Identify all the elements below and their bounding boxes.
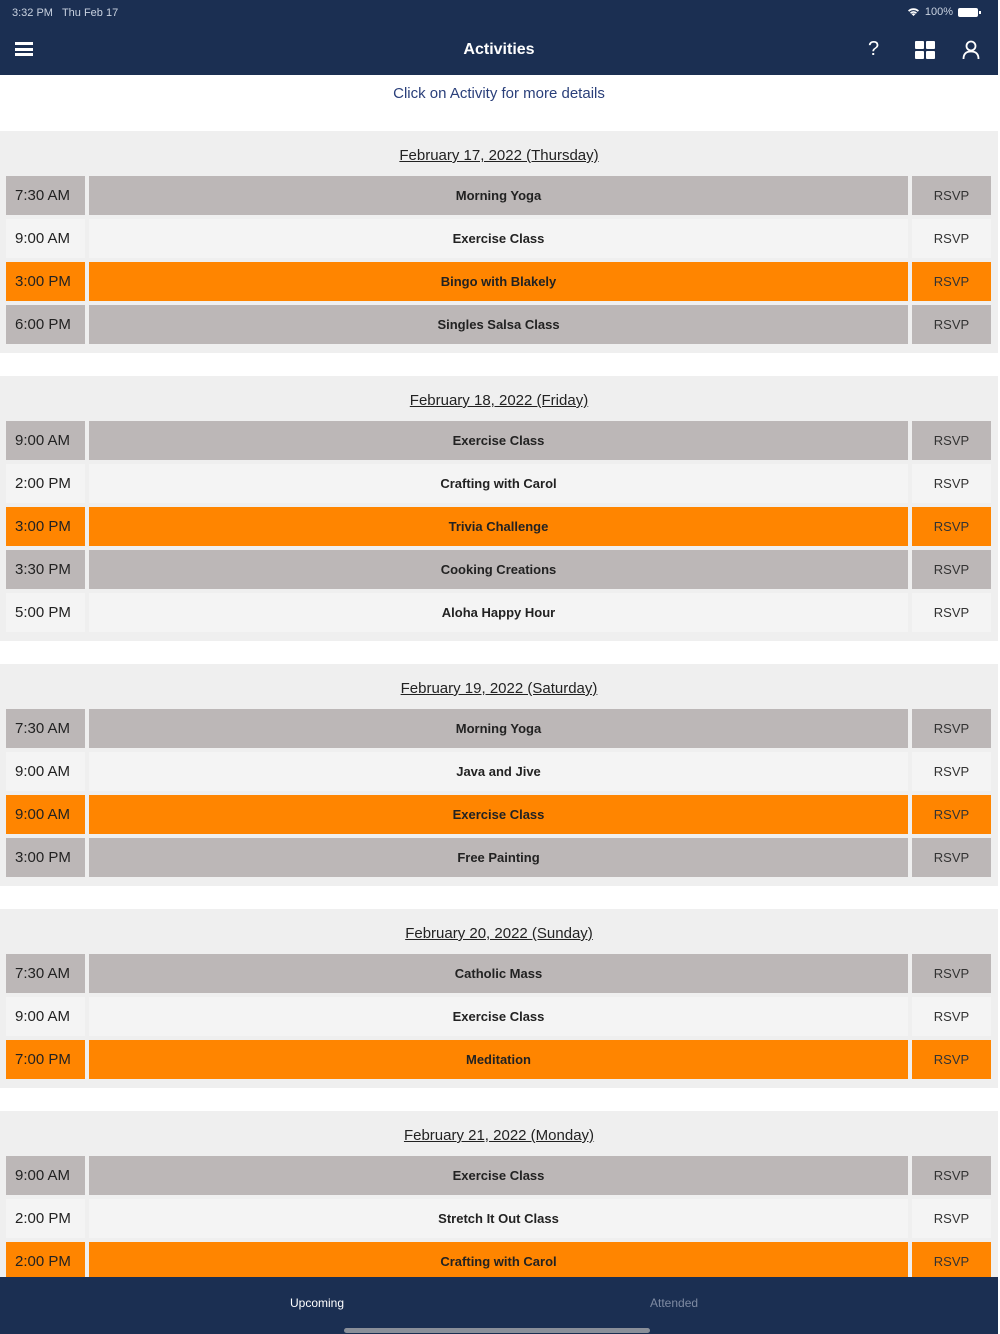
status-time: 3:32 PM [12, 7, 53, 19]
activity-name[interactable]: Java and Jive [89, 752, 908, 791]
activity-time: 3:00 PM [6, 262, 85, 301]
activity-row[interactable] [6, 421, 991, 460]
status-bar-time [12, 7, 118, 19]
rsvp-button[interactable]: RSVP [912, 954, 991, 993]
rsvp-button[interactable]: RSVP [912, 507, 991, 546]
page-title: Activities [463, 41, 535, 58]
activity-row[interactable] [6, 709, 991, 748]
tab-attended[interactable]: Attended [650, 1296, 699, 1310]
activity-time: 9:00 AM [6, 421, 85, 460]
activity-row[interactable] [6, 219, 991, 258]
activity-row[interactable] [6, 550, 991, 589]
activity-name[interactable]: Crafting with Carol [89, 1242, 908, 1281]
day-header-link[interactable]: February 18, 2022 (Friday) [409, 392, 589, 409]
user-icon[interactable] [962, 40, 980, 60]
activity-name[interactable]: Cooking Creations [89, 550, 908, 589]
rsvp-button[interactable]: RSVP [912, 550, 991, 589]
activity-row[interactable] [6, 795, 991, 834]
activity-time: 9:00 AM [6, 997, 85, 1036]
activity-name[interactable]: Exercise Class [89, 219, 908, 258]
rsvp-button[interactable]: RSVP [912, 421, 991, 460]
day-section [0, 376, 998, 641]
activity-name[interactable]: Meditation [89, 1040, 908, 1079]
question-icon[interactable]: ? [868, 38, 880, 60]
rsvp-button[interactable]: RSVP [912, 1199, 991, 1238]
activity-row[interactable] [6, 1199, 991, 1238]
tab-upcoming[interactable]: Upcoming [290, 1296, 345, 1310]
activity-time: 7:30 AM [6, 176, 85, 215]
activity-list[interactable] [0, 131, 998, 1277]
activity-name[interactable]: Exercise Class [89, 997, 908, 1036]
battery-icon [958, 8, 978, 17]
day-header-link[interactable]: February 17, 2022 (Thursday) [399, 147, 599, 164]
day-header [0, 376, 998, 421]
activity-row[interactable] [6, 838, 991, 877]
activity-name[interactable]: Morning Yoga [89, 176, 908, 215]
activity-row[interactable] [6, 954, 991, 993]
day-header [0, 664, 998, 709]
activity-time: 3:00 PM [6, 838, 85, 877]
activity-time: 9:00 AM [6, 752, 85, 791]
rsvp-button[interactable]: RSVP [912, 305, 991, 344]
activity-row[interactable] [6, 176, 991, 215]
activity-time: 7:30 AM [6, 954, 85, 993]
rsvp-button[interactable]: RSVP [912, 709, 991, 748]
activity-time: 9:00 AM [6, 795, 85, 834]
activity-name[interactable]: Aloha Happy Hour [89, 593, 908, 632]
status-date: Thu Feb 17 [61, 7, 119, 19]
activity-name[interactable]: Trivia Challenge [89, 507, 908, 546]
activity-time: 6:00 PM [6, 305, 85, 344]
day-header-link[interactable]: February 19, 2022 (Saturday) [400, 680, 598, 697]
activity-row[interactable] [6, 262, 991, 301]
day-section [0, 131, 998, 353]
rsvp-button[interactable]: RSVP [912, 262, 991, 301]
rsvp-button[interactable]: RSVP [912, 838, 991, 877]
day-header [0, 1111, 998, 1156]
rsvp-button[interactable]: RSVP [912, 1156, 991, 1195]
activity-name[interactable]: Bingo with Blakely [89, 262, 908, 301]
activity-row[interactable] [6, 1156, 991, 1195]
status-bar-indicators [907, 6, 978, 18]
rsvp-button[interactable]: RSVP [912, 1242, 991, 1281]
activity-name[interactable]: Singles Salsa Class [89, 305, 908, 344]
day-header-link[interactable]: February 20, 2022 (Sunday) [405, 925, 593, 942]
rsvp-button[interactable]: RSVP [912, 1040, 991, 1079]
day-section [0, 664, 998, 886]
activity-name[interactable]: Crafting with Carol [89, 464, 908, 503]
rsvp-button[interactable]: RSVP [912, 997, 991, 1036]
activity-row[interactable] [6, 593, 991, 632]
activity-time: 2:00 PM [6, 464, 85, 503]
activity-row[interactable] [6, 464, 991, 503]
activity-time: 9:00 AM [6, 1156, 85, 1195]
instruction-text: Click on Activity for more details [393, 85, 605, 102]
activity-time: 3:30 PM [6, 550, 85, 589]
activity-name[interactable]: Morning Yoga [89, 709, 908, 748]
rsvp-button[interactable]: RSVP [912, 752, 991, 791]
rsvp-button[interactable]: RSVP [912, 176, 991, 215]
activity-name[interactable]: Exercise Class [89, 1156, 908, 1195]
grid-icon[interactable] [915, 41, 935, 59]
home-indicator [344, 1328, 650, 1333]
bottom-tab-bar [0, 1277, 998, 1334]
activity-name[interactable]: Catholic Mass [89, 954, 908, 993]
activity-time: 9:00 AM [6, 219, 85, 258]
activity-row[interactable] [6, 507, 991, 546]
activity-time: 7:30 AM [6, 709, 85, 748]
wifi-icon [907, 7, 920, 17]
activity-row[interactable] [6, 997, 991, 1036]
rsvp-button[interactable]: RSVP [912, 464, 991, 503]
activity-row[interactable] [6, 752, 991, 791]
battery-percent: 100% [924, 6, 953, 18]
activity-name[interactable]: Free Painting [89, 838, 908, 877]
activity-time: 3:00 PM [6, 507, 85, 546]
rsvp-button[interactable]: RSVP [912, 795, 991, 834]
activity-time: 2:00 PM [6, 1199, 85, 1238]
rsvp-button[interactable]: RSVP [912, 219, 991, 258]
activity-row[interactable] [6, 305, 991, 344]
activity-name[interactable]: Stretch It Out Class [89, 1199, 908, 1238]
day-header [0, 909, 998, 954]
activity-row[interactable] [6, 1242, 991, 1281]
activity-row[interactable] [6, 1040, 991, 1079]
activity-name[interactable]: Exercise Class [89, 795, 908, 834]
activity-name[interactable]: Exercise Class [89, 421, 908, 460]
activity-time: 2:00 PM [6, 1242, 85, 1281]
activity-time: 7:00 PM [6, 1040, 85, 1079]
top-navigation-bar [0, 0, 998, 75]
day-header [0, 131, 998, 176]
day-section [0, 909, 998, 1088]
rsvp-button[interactable]: RSVP [912, 593, 991, 632]
activity-time: 5:00 PM [6, 593, 85, 632]
day-header-link[interactable]: February 21, 2022 (Monday) [403, 1127, 595, 1144]
